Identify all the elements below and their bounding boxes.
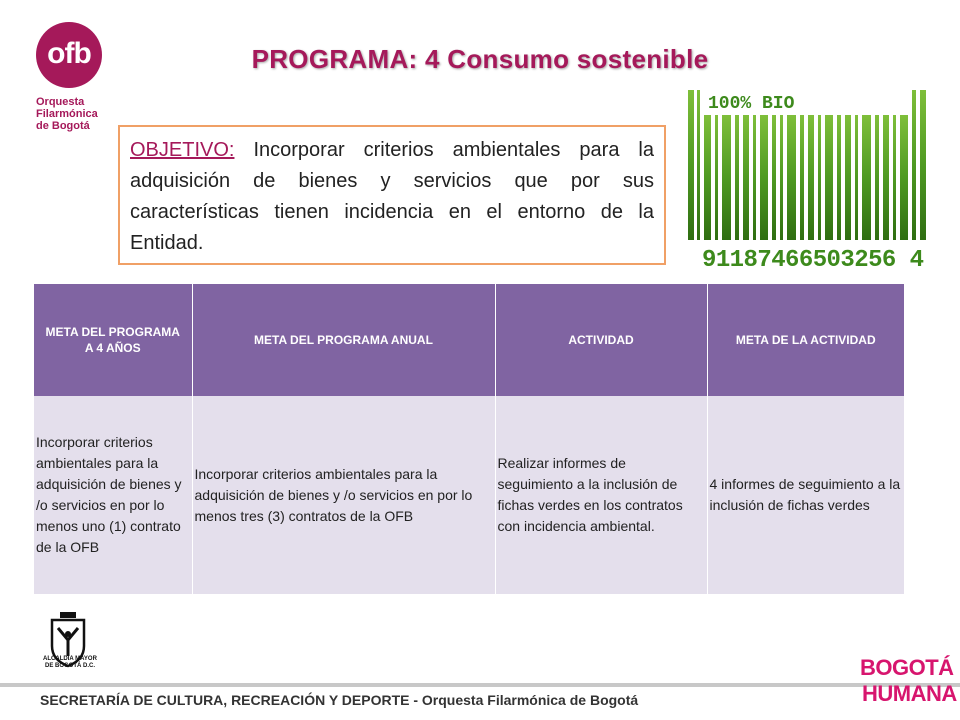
goals-table (34, 284, 904, 594)
cell-meta-actividad: 4 informes de seguimiento a la inclusión de fichas verdes (707, 396, 904, 594)
org-name-line-2: Filarmónica (36, 108, 98, 120)
footer-text: SECRETARÍA DE CULTURA, RECREACIÓN Y DEPORTE - Orquesta Filarmónica de Bogotá (40, 692, 639, 708)
org-name-line-3: de Bogotá (36, 120, 90, 132)
page-title: PROGRAMA: 4 Consumo sostenible (251, 44, 709, 74)
alcaldia-line-1: ALCALDÍA MAYOR (43, 656, 97, 662)
header-meta-anual: META DEL PROGRAMA ANUAL (192, 284, 495, 396)
bogota-humana-line-2: HUMANA (862, 681, 957, 706)
barcode-caption: 100% BIO (708, 94, 795, 114)
cell-meta-anual: Incorporar criterios ambientales para la adquisición de bienes y /o servicios en por lo menos tres (3) contratos de la OFB (192, 396, 495, 594)
objective-text: Incorporar criterios ambientales para la adquisición de bienes y servicios que por sus características tienen incidencia en el entorno de la Entidad. (130, 139, 654, 254)
cell-meta-4-anos: Incorporar criterios ambientales para la adquisición de bienes y /o servicios en por lo menos uno (1) contrato de la OFB (34, 396, 192, 594)
objective-label: OBJETIVO: (130, 139, 235, 161)
footer-divider (0, 683, 960, 687)
barcode-digits: 91187466503256 4 (702, 247, 924, 270)
bogota-humana-line-1: BOGOTÁ (860, 655, 954, 680)
bogota-humana-logo (860, 655, 957, 715)
ofb-logo (30, 22, 120, 132)
header-meta-actividad: META DE LA ACTIVIDAD (707, 284, 904, 396)
header-actividad: ACTIVIDAD (495, 284, 707, 396)
header-meta-4-anos: META DEL PROGRAMA A 4 AÑOS (34, 284, 192, 396)
org-name-line-1: Orquesta (36, 96, 85, 108)
table-row (34, 396, 904, 594)
ofb-logo-mark: ofb (36, 22, 102, 88)
cell-actividad: Realizar informes de seguimiento a la inclusión de fichas verdes en los contratos con incidencia ambiental. (495, 396, 707, 594)
alcaldia-line-2: DE BOGOTÁ D.C. (44, 663, 95, 669)
grass-barcode-image (684, 90, 934, 270)
table-header-row (34, 284, 904, 396)
objective-box (118, 125, 666, 265)
alcaldia-label (30, 656, 110, 670)
